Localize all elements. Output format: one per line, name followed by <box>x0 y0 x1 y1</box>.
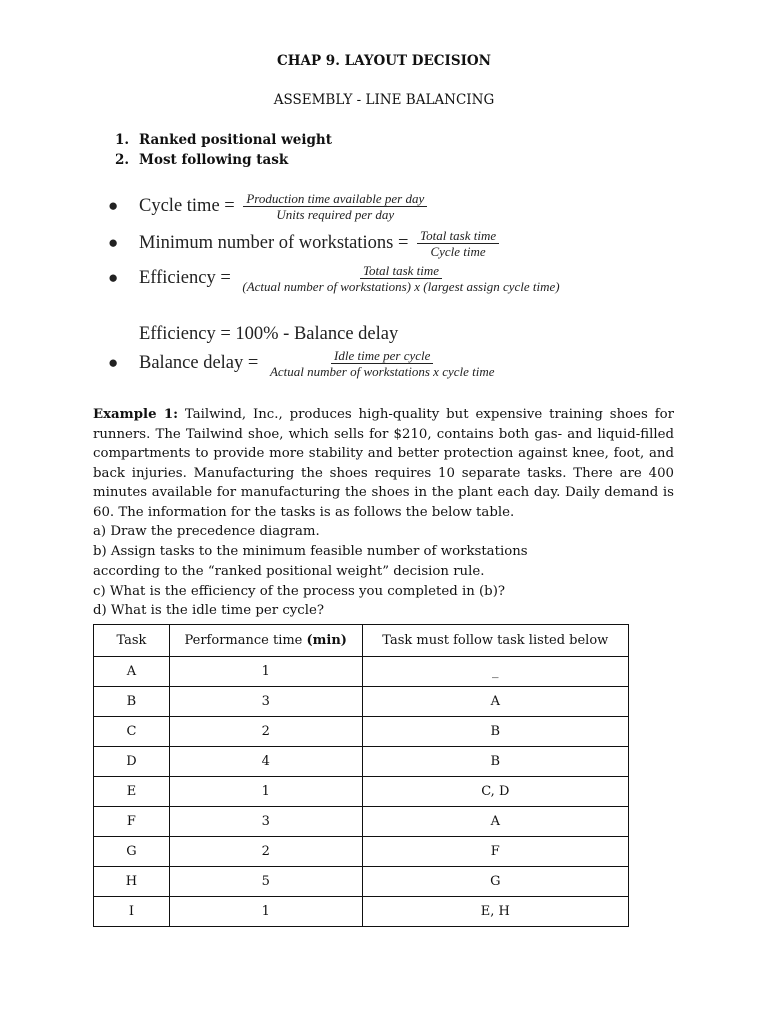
table-row: I 1 E, H <box>94 897 629 927</box>
fraction: Total task time (Actual number of workstations) x (largest assign cycle time) <box>242 263 560 294</box>
method-item: 1. Ranked positional weight <box>115 132 332 148</box>
question-c: c) What is the efficiency of the process you completed in (b)? <box>93 584 506 599</box>
fraction: $\frac{\text{Production time available per day}}{\text{Units required per day}}$ <box>243 191 427 222</box>
table-header-row <box>94 625 629 657</box>
table-row: E 1 C, D <box>94 777 629 807</box>
min-workstations-formula: ● Minimum number of workstations = $\frac{\text{Total task time}}{\text{Cycle time}}$ <box>108 228 499 259</box>
header-task: Task <box>94 625 170 657</box>
fraction: $\frac{\text{Total task time}}{\text{Cycle time}}$ <box>417 228 499 259</box>
bullet-icon: ● <box>108 232 119 252</box>
question-a: a) Draw the precedence diagram. <box>93 524 320 539</box>
table-row: F 3 A <box>94 807 629 837</box>
question-d: d) What is the idle time per cycle? <box>93 603 324 618</box>
cycle-time-formula: ● Cycle time = $\frac{\text{Production time available per day}}{\text{Units required per day}}$ <box>108 191 427 222</box>
method-list <box>115 130 332 170</box>
example-label: Example 1: <box>93 407 178 422</box>
efficiency-alt-formula: Efficiency = 100% - Balance delay <box>139 324 399 344</box>
header-performance-time: Performance time (min) <box>169 625 362 657</box>
table-row: D 4 B <box>94 747 629 777</box>
bullet-icon: ● <box>108 352 119 372</box>
fraction: $\frac{\text{Idle time per cycle}}{\text{Actual number of workstations x cycle time}}$ <box>269 348 495 379</box>
efficiency-formula: ● Efficiency = Total task time (Actual number of workstations) x (largest assign cycle time) <box>108 263 563 294</box>
table-row: C 2 B <box>94 717 629 747</box>
table-row: B 3 A <box>94 687 629 717</box>
table-row: A 1 _ <box>94 657 629 687</box>
header-predecessor: Task must follow task listed below <box>362 625 628 657</box>
method-item: 2. Most following task <box>115 152 289 168</box>
question-b: b) Assign tasks to the minimum feasible number of workstations <box>93 544 528 559</box>
balance-delay-formula: ● Balance delay = $\frac{\text{Idle time per cycle}}{\text{Actual number of workstations x cycle time}}$ <box>108 348 498 379</box>
bullet-icon: ● <box>108 267 119 287</box>
page-subtitle: ASSEMBLY - LINE BALANCING <box>273 92 495 108</box>
example-text: Tailwind, Inc., produces high-quality but expensive training shoes for runners. The Tailwind shoe, which sells for $210, contains both gas- and liquid-filled compartments to provide more stability and better protection against knee, foot, and back injuries. Manufacturing the shoes requires 10 separate tasks. There are 400 minutes available for manufacturing the shoes in the plant each day. Daily demand is 60. The information for the tasks is as follows the below table. <box>93 407 674 520</box>
example-paragraph <box>93 405 674 523</box>
task-table <box>93 624 629 927</box>
table-row: G 2 F <box>94 837 629 867</box>
page-title: CHAP 9. LAYOUT DECISION <box>276 53 492 69</box>
bullet-icon: ● <box>108 195 119 215</box>
question-b-cont: according to the “ranked positional weight” decision rule. <box>93 564 485 579</box>
table-row: H 5 G <box>94 867 629 897</box>
